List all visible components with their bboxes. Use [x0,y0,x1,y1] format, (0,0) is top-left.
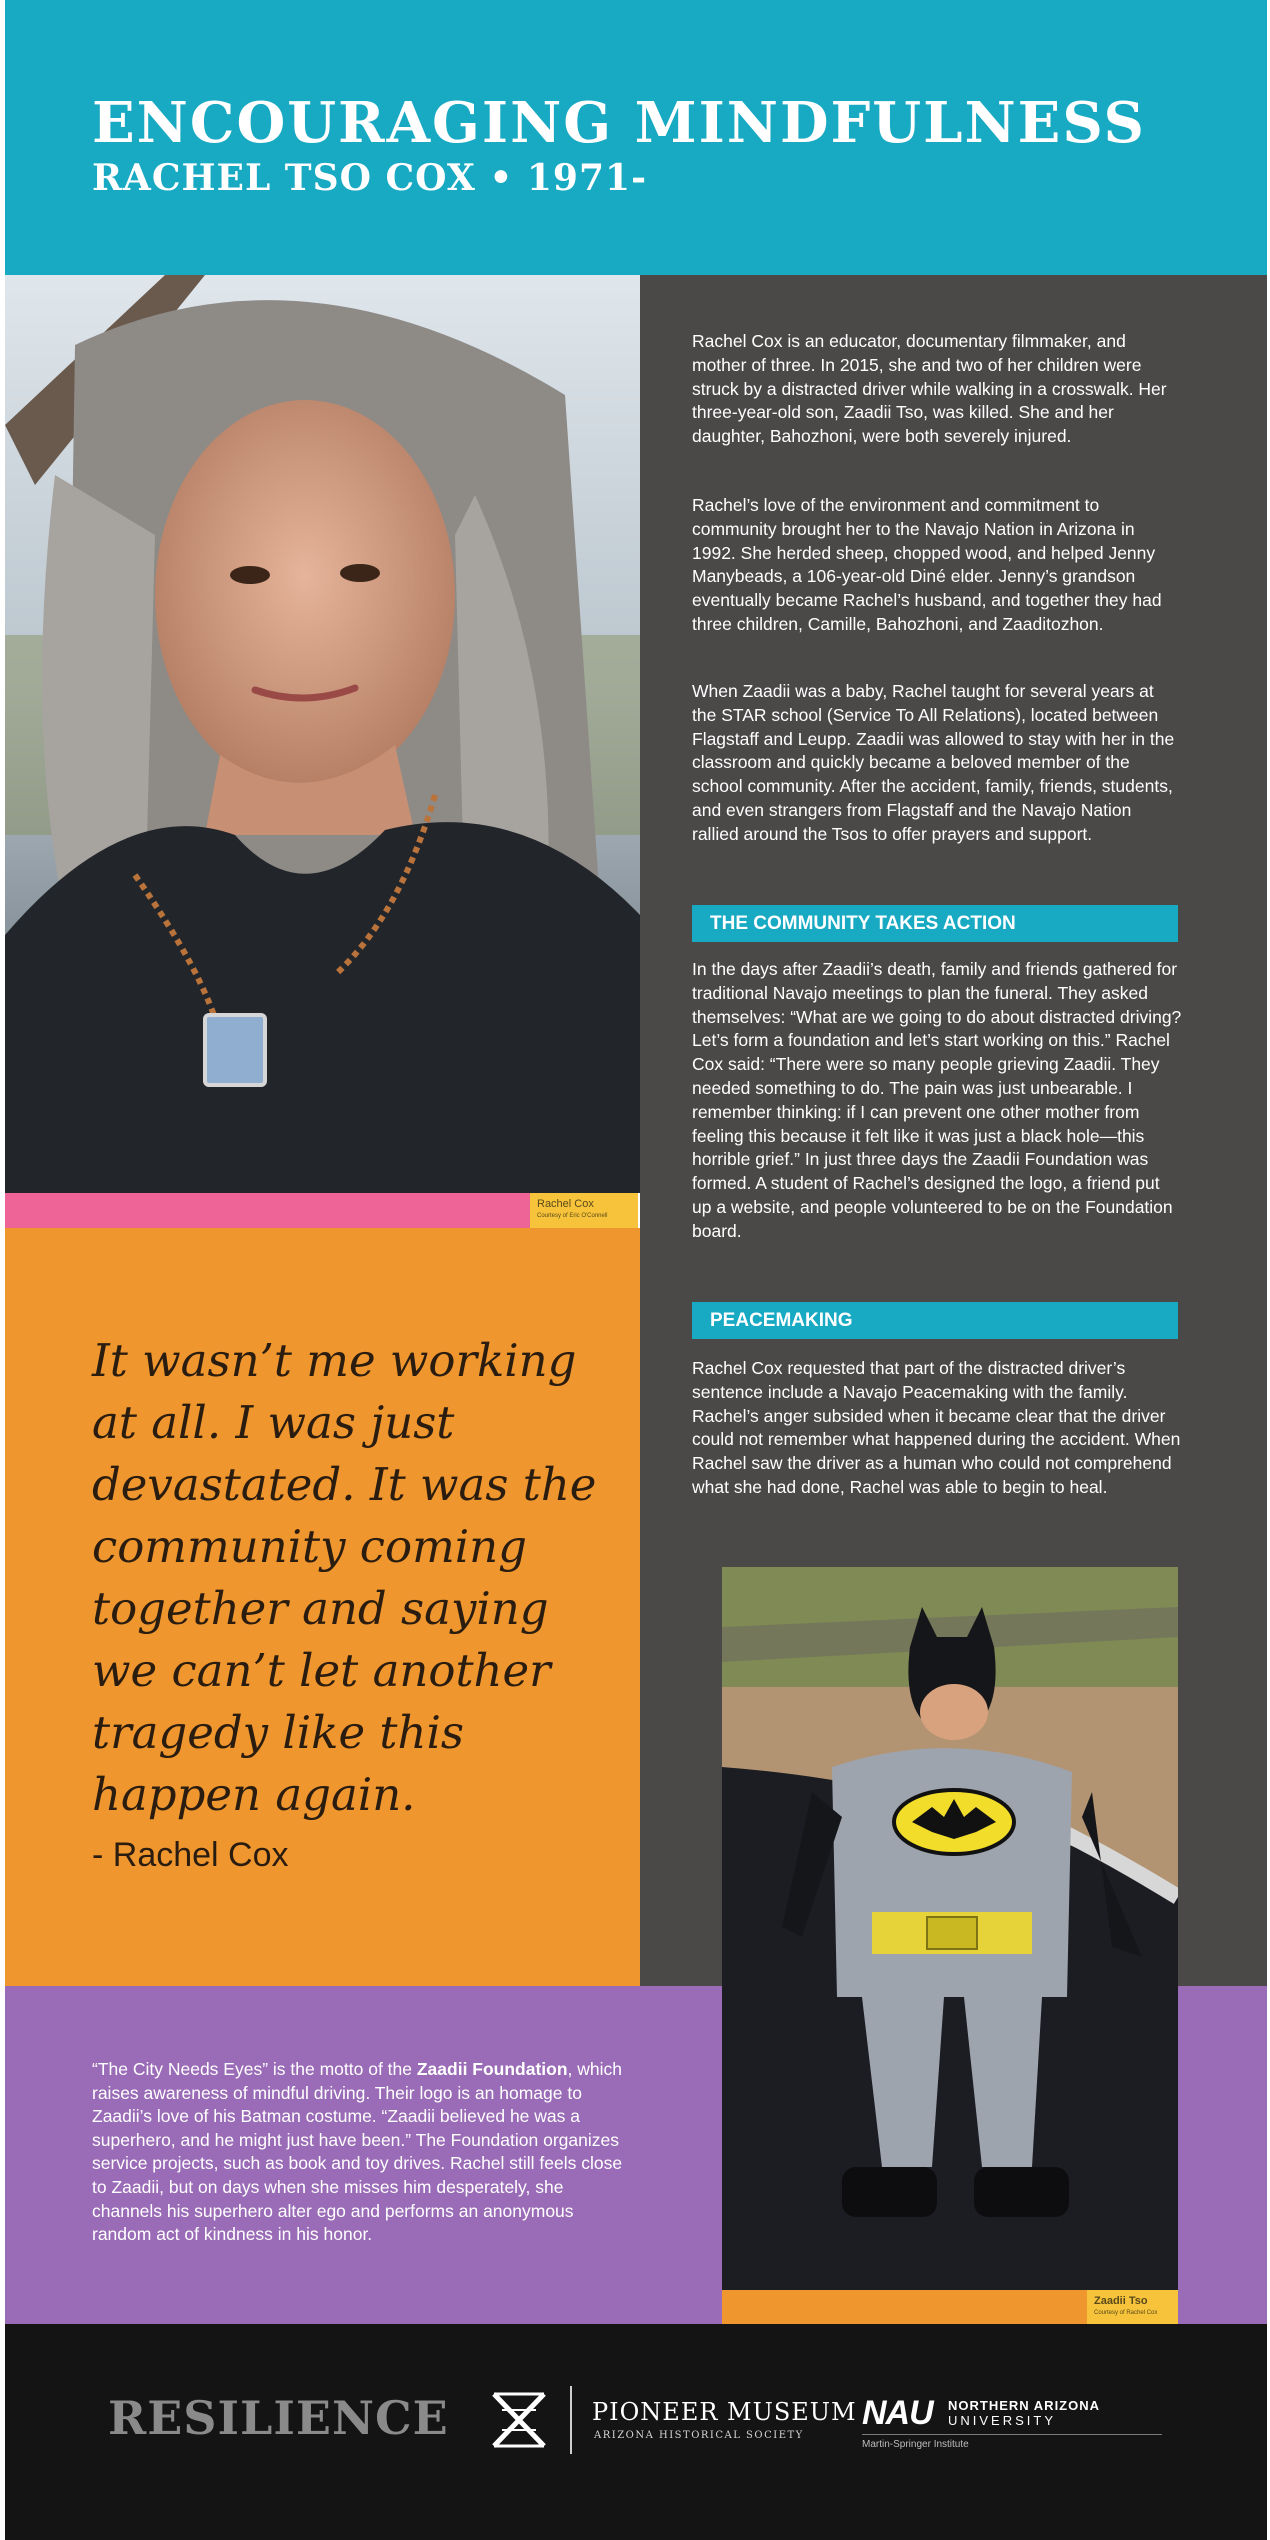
foundation-text-start: “The City Needs Eyes” is the motto of the [92,2059,417,2079]
portrait-photo [5,275,640,1193]
museum-subtitle: ARIZONA HISTORICAL SOCIETY [594,2430,804,2441]
batman-costume-photo [722,1567,1178,2290]
portrait-caption-credit: Courtesy of Eric O'Connell [537,1213,608,1219]
community-heading: THE COMMUNITY TAKES ACTION [710,913,1016,934]
community-heading-bar [692,905,1178,942]
foundation-name: Zaadii Foundation [416,2059,568,2079]
pink-accent-strip [5,1193,530,1228]
community-paragraph: In the days after Zaadii’s death, family and friends gathered for traditional Navajo meetings to plan the funeral. They asked themselves: “What are we going to do about distracted driving? Let’s form a foundation and let’s start working on this.” Rachel Cox said: “There were so many people grieving Zaadii. They needed something to do. The pain was just unbearable. I remember thinking: if I can prevent one other mother from feeling this because it felt like it was just a black hole—this horrible grief.” In just three days the Zaadii Foundation was formed. A student of Rachel’s designed the logo, a friend put up a website, and people volunteered to be on the Foundation board. [692,959,1182,1241]
peacemaking-heading-bar [692,1302,1178,1339]
quote-author: - Rachel Cox [92,1836,289,1874]
museum-name: PIONEER MUSEUM [592,2398,857,2426]
batman-caption-name: Zaadii Tso [1094,2295,1148,2307]
pull-quote: It wasn’t me working at all. I was just devastated. It was the community coming together and saying we can’t let another tragedy like this happen again. [92,1334,597,1821]
nau-institute: Martin-Springer Institute [862,2439,969,2450]
foundation-text-end: , which raises awareness of mindful driving. Their logo is an homage to Zaadii’s love of his Batman costume. “Zaadii believed he was a superhero, and he might just have been.” The Foundation organizes service projects, such as book and toy drives. Rachel still feels close to Zaadii, but on days when she misses him desperately, she channels his superhero alter ego and performs an anonymous random act of kindness in his honor. [92,2059,623,2245]
foundation-paragraph [92,2058,632,2247]
resilience-logo: RESILIENCE [108,2391,449,2445]
nau-name-line2: UNIVERSITY [948,2413,1057,2428]
intro-paragraph: Rachel’s love of the environment and commitment to community brought her to the Navajo Nation in Arizona in 1992. She herded sheep, chopped wood, and helped Jenny Manybeads, a 106-year-old Diné elder. Jenny’s grandson eventually became Rachel’s husband, and together they had three children, Camille, Bahozhoni, and Zaaditozhon. [692,495,1162,634]
page-subtitle: RACHEL TSO COX • 1971- [92,157,648,199]
orange-accent-strip [722,2290,1087,2324]
portrait-caption-name: Rachel Cox [537,1198,594,1210]
peacemaking-heading: PEACEMAKING [710,1310,853,1331]
batman-caption-credit: Courtesy of Rachel Cox [1094,2310,1158,2316]
nau-logo-mark: NAU [862,2394,933,2432]
logo-divider [570,2386,572,2454]
nau-divider [862,2434,1162,2435]
intro-paragraph: When Zaadii was a baby, Rachel taught for several years at the STAR school (Service To All Relations), located between Flagstaff and Leupp. Zaadii was allowed to stay with her in the classroom and quickly became a beloved member of the school community. After the accident, family, friends, students, and even strangers from Flagstaff and the Navajo Nation rallied around the Tsos to offer prayers and support. [692,681,1175,844]
intro-paragraph: Rachel Cox is an educator, documentary filmmaker, and mother of three. In 2015, she and two of her children were struck by a distracted driver while walking in a crosswalk. Her three-year-old son, Zaadii Tso, was killed. She and her daughter, Bahozhoni, were both severely injured. [692,331,1167,447]
portrait-caption [530,1193,638,1228]
peacemaking-paragraph: Rachel Cox requested that part of the distracted driver’s sentence include a Navajo Peacemaking with the family. Rachel’s anger subsided when it became clear that the driver could not remember what happened during the accident. When Rachel saw the driver as a human who could not comprehend what she had done, Rachel was able to begin to heal. [692,1358,1181,1497]
nau-name-line1: NORTHERN ARIZONA [948,2398,1101,2413]
museum-x-logo-icon [488,2388,550,2452]
batman-photo-caption [1087,2290,1178,2324]
page-title: ENCOURAGING MINDFULNESS [92,90,1146,156]
